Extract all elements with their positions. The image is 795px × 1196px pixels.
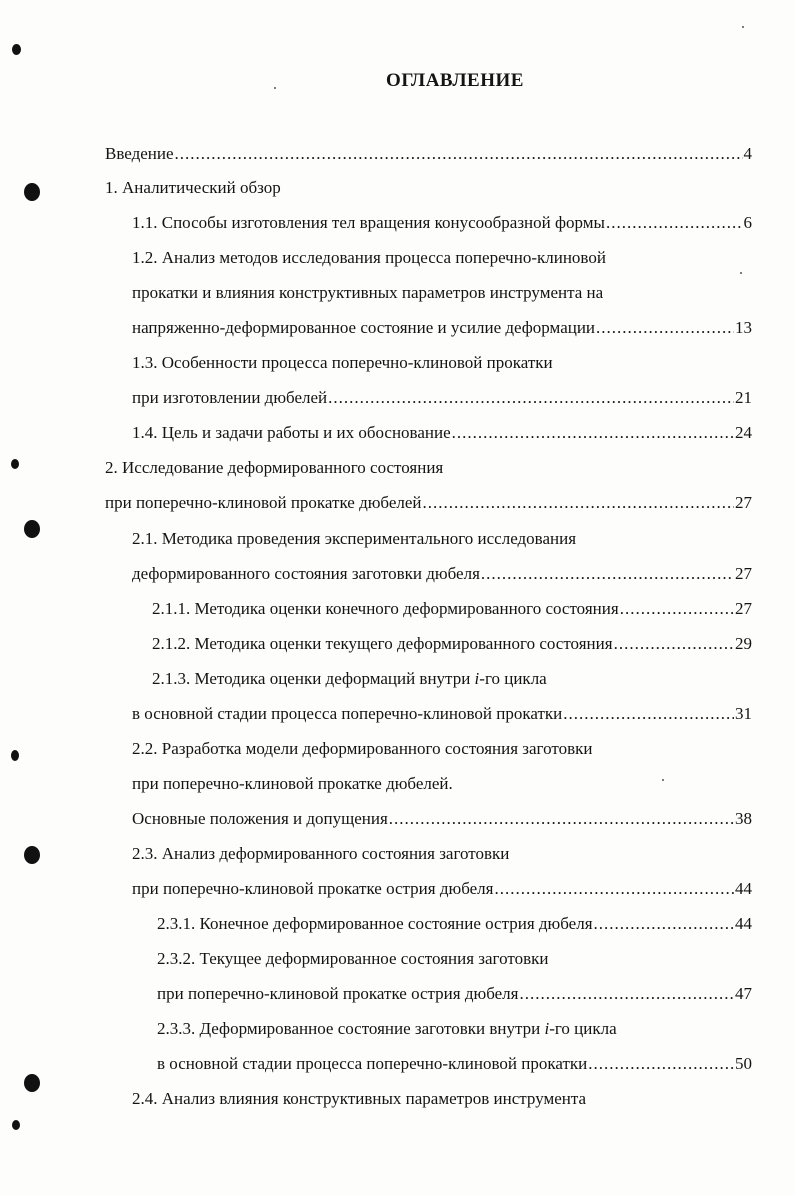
toc-entry-text: 2. Исследование деформированного состояния (105, 458, 444, 477)
toc-leader-dots (614, 631, 734, 657)
toc-entry (132, 561, 752, 587)
toc-entry-text: в основной стадии процесса поперечно-клиновой прокатки (132, 704, 563, 723)
toc-leader-dots (596, 315, 734, 341)
toc-leader-dots (423, 490, 734, 516)
scan-speck (742, 26, 744, 28)
toc-entry-text-part: 2.1.3. Методика оценки деформаций внутри (152, 669, 475, 688)
toc-entry (105, 141, 752, 167)
toc-page-number: 44 (735, 914, 752, 933)
toc-entry (132, 701, 752, 727)
binder-hole (24, 846, 40, 864)
toc-entry-text: 1. Аналитический обзор (105, 178, 281, 197)
toc-entry-text: напряженно-деформированное состояние и усилие деформации (132, 318, 596, 337)
binder-hole (11, 459, 19, 469)
toc-entry-text (152, 666, 547, 692)
toc-leader-dots (594, 911, 734, 937)
toc-entry-text-part: -го цикла (479, 669, 547, 688)
toc-entry-text: Основные положения и допущения (132, 809, 388, 828)
toc-entry-text: 2.1. Методика проведения экспериментального исследования (132, 529, 577, 548)
toc-entry (157, 1016, 617, 1042)
toc-leader-dots (606, 210, 743, 236)
toc-leader-dots (563, 701, 734, 727)
toc-entry (152, 631, 752, 657)
toc-entry-text: 2.1.2. Методика оценки текущего деформированного состояния (152, 634, 613, 653)
toc-leader-dots (175, 141, 743, 167)
toc-leader-dots (452, 420, 734, 446)
toc-entry-text: 2.3.1. Конечное деформированное состояние острия дюбеля (157, 914, 593, 933)
toc-page-number: 27 (735, 493, 752, 512)
toc-entry-text (157, 1016, 617, 1042)
toc-entry (132, 771, 453, 797)
toc-page-number: 44 (735, 879, 752, 898)
toc-page-number: 50 (735, 1054, 752, 1073)
toc-entry (132, 420, 752, 446)
scan-speck (740, 272, 742, 274)
toc-entry (132, 736, 592, 762)
toc-entry (132, 806, 752, 832)
scan-speck (662, 779, 664, 781)
toc-entry (105, 175, 281, 201)
toc-entry (132, 385, 752, 411)
binder-hole (12, 1120, 20, 1130)
toc-entry (152, 666, 547, 692)
page-title: ОГЛАВЛЕНИЕ (386, 70, 524, 91)
toc-entry-text: 2.3. Анализ деформированного состояния заготовки (132, 844, 510, 863)
toc-leader-dots (620, 596, 734, 622)
toc-page-number: 27 (735, 599, 752, 618)
toc-entry (152, 596, 752, 622)
binder-hole (24, 520, 40, 538)
toc-entry (132, 876, 752, 902)
toc-entry-text-part: -го цикла (549, 1019, 617, 1038)
toc-entry (132, 280, 603, 306)
toc-entry-text: при поперечно-клиновой прокатке острия дюбеля (157, 984, 519, 1003)
toc-leader-dots (519, 981, 734, 1007)
toc-entry (157, 981, 752, 1007)
binder-hole (24, 183, 40, 201)
toc-page-number: 4 (743, 144, 752, 163)
toc-entry-text: 1.3. Особенности процесса поперечно-клиновой прокатки (132, 353, 553, 372)
toc-entry-text: при поперечно-клиновой прокатке дюбелей. (132, 774, 453, 793)
toc-entry-text: 1.1. Способы изготовления тел вращения конусообразной формы (132, 213, 605, 232)
toc-entry (132, 526, 576, 552)
toc-page-number: 21 (735, 388, 752, 407)
binder-hole (24, 1074, 40, 1092)
toc-page-number: 27 (735, 564, 752, 583)
toc-entry (157, 946, 548, 972)
toc-entry (105, 455, 443, 481)
toc-entry (132, 210, 752, 236)
toc-entry-text: в основной стадии процесса поперечно-клиновой прокатки (157, 1054, 588, 1073)
toc-entry (132, 841, 509, 867)
toc-entry-text: 2.3.2. Текущее деформированное состояния заготовки (157, 949, 549, 968)
toc-entry-text-part: 2.3.3. Деформированное состояние заготовки внутри (157, 1019, 545, 1038)
toc-entry-text: 1.2. Анализ методов исследования процесса поперечно-клиновой (132, 248, 606, 267)
toc-page-number: 13 (735, 318, 752, 337)
toc-entry (132, 350, 553, 376)
binder-hole (11, 750, 19, 761)
toc-entry-text: Введение (105, 144, 174, 163)
toc-entry-text: прокатки и влияния конструктивных параметров инструмента на (132, 283, 604, 302)
toc-entry-text: при изготовлении дюбелей (132, 388, 328, 407)
toc-leader-dots (328, 385, 734, 411)
toc-entry-text: 2.1.1. Методика оценки конечного деформированного состояния (152, 599, 619, 618)
toc-entry (157, 1051, 752, 1077)
toc-entry-text: при поперечно-клиновой прокатке дюбелей (105, 493, 422, 512)
toc-page-number: 6 (743, 213, 752, 232)
toc-entry-text: 2.4. Анализ влияния конструктивных параметров инструмента (132, 1089, 587, 1108)
toc-entry (132, 1086, 586, 1112)
toc-entry (105, 490, 752, 516)
toc-page-number: 24 (735, 423, 752, 442)
toc-leader-dots (588, 1051, 734, 1077)
toc-entry (132, 315, 752, 341)
toc-entry-text: 1.4. Цель и задачи работы и их обоснование (132, 423, 451, 442)
toc-leader-dots (389, 806, 734, 832)
toc-entry (132, 245, 606, 271)
toc-entry-text-italic: i (544, 1019, 550, 1038)
toc-page-number: 38 (735, 809, 752, 828)
toc-page-number: 47 (735, 984, 752, 1003)
toc-leader-dots (481, 561, 734, 587)
toc-entry-text-italic: i (474, 669, 480, 688)
toc-leader-dots (494, 876, 734, 902)
toc-entry-text: 2.2. Разработка модели деформированного состояния заготовки (132, 739, 593, 758)
toc-entry (157, 911, 752, 937)
toc-page-number: 31 (735, 704, 752, 723)
toc-page-number: 29 (735, 634, 752, 653)
toc-entry-text: деформированного состояния заготовки дюбеля (132, 564, 480, 583)
binder-hole (12, 44, 21, 55)
toc-entry-text: при поперечно-клиновой прокатке острия дюбеля (132, 879, 494, 898)
